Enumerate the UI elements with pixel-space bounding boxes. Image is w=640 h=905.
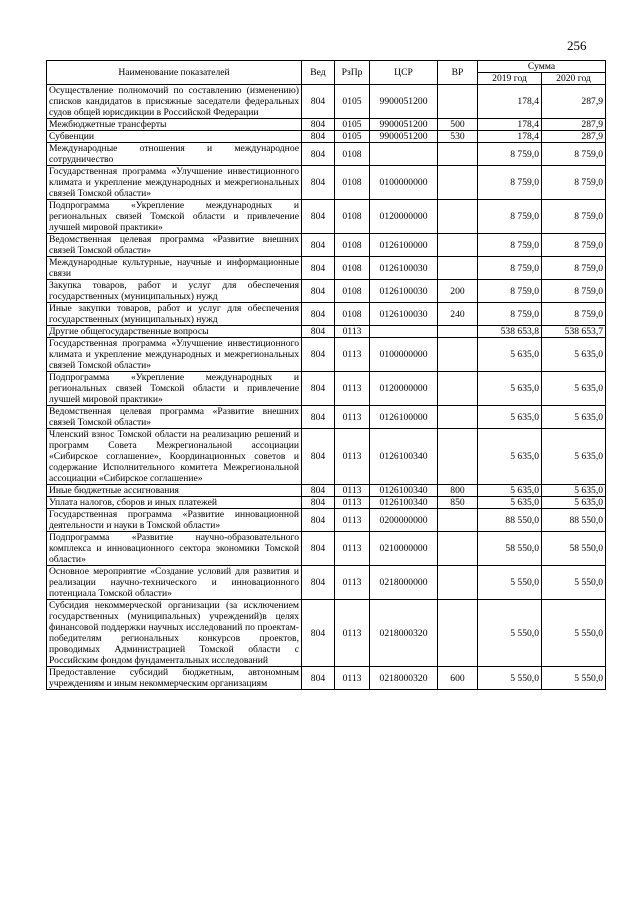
row-ved-cell: 804 [302, 166, 335, 200]
row-name-cell: Подпрограмма «Развитие научно-образовательного комплекса и инновационного сектора экономики Томской области» [47, 532, 302, 566]
table-row [47, 131, 606, 143]
row-name-cell: Государственная программа «Улучшение инвестиционного климата и укрепление международных и межрегиональных связей Томской области» [47, 166, 302, 200]
row-2019-cell: 178,4 [478, 131, 542, 143]
row-csr-cell: 0126100340 [370, 429, 438, 485]
row-vr-cell: 530 [438, 131, 478, 143]
row-2020-cell: 287,9 [542, 119, 606, 131]
header-ved: Вед [302, 61, 335, 85]
table-row [47, 257, 606, 280]
table-row [47, 372, 606, 406]
row-2020-cell: 5 550,0 [542, 667, 606, 690]
row-name-cell: Ведомственная целевая программа «Развитие внешних связей Томской области» [47, 406, 302, 429]
row-vr-cell: 240 [438, 303, 478, 326]
row-vr-cell [438, 566, 478, 600]
row-2020-cell: 5 550,0 [542, 566, 606, 600]
page-number: 256 [567, 38, 587, 53]
row-rzpr-cell: 0108 [335, 200, 370, 234]
row-2019-cell: 8 759,0 [478, 200, 542, 234]
row-name-cell: Подпрограмма «Укрепление международных и региональных связей Томской области и привлечение лучшей мировой практики» [47, 200, 302, 234]
row-2020-cell: 88 550,0 [542, 509, 606, 532]
row-rzpr-cell: 0113 [335, 509, 370, 532]
budget-table [46, 60, 606, 690]
row-rzpr-cell: 0105 [335, 131, 370, 143]
row-rzpr-cell: 0113 [335, 532, 370, 566]
row-ved-cell: 804 [302, 406, 335, 429]
row-2019-cell: 5 635,0 [478, 406, 542, 429]
table-body [47, 85, 606, 690]
row-rzpr-cell: 0108 [335, 166, 370, 200]
row-2020-cell: 5 635,0 [542, 497, 606, 509]
row-rzpr-cell: 0113 [335, 429, 370, 485]
row-rzpr-cell: 0113 [335, 667, 370, 690]
row-2020-cell: 8 759,0 [542, 234, 606, 257]
row-ved-cell: 804 [302, 280, 335, 303]
row-2019-cell: 178,4 [478, 85, 542, 119]
row-csr-cell: 0126100030 [370, 257, 438, 280]
row-rzpr-cell: 0108 [335, 234, 370, 257]
row-vr-cell: 500 [438, 119, 478, 131]
table-row [47, 303, 606, 326]
row-name-cell: Основное мероприятие «Создание условий для развития и реализации научно-технического и инновационного потенциала Томской области» [47, 566, 302, 600]
row-csr-cell [370, 326, 438, 338]
row-2020-cell: 58 550,0 [542, 532, 606, 566]
table-row [47, 600, 606, 667]
row-ved-cell: 804 [302, 131, 335, 143]
row-rzpr-cell: 0113 [335, 326, 370, 338]
table-row [47, 485, 606, 497]
row-ved-cell: 804 [302, 119, 335, 131]
row-csr-cell: 0126100000 [370, 234, 438, 257]
row-name-cell: Осуществление полномочий по составлению (изменению) списков кандидатов в присяжные заседатели федеральных судов общей юрисдикции в Российской Федерации [47, 85, 302, 119]
row-2019-cell: 5 550,0 [478, 566, 542, 600]
row-vr-cell [438, 338, 478, 372]
row-rzpr-cell: 0108 [335, 303, 370, 326]
row-csr-cell: 0120000000 [370, 372, 438, 406]
row-name-cell: Предоставление субсидий бюджетным, автономным учреждениям и иным некоммерческим организациям [47, 667, 302, 690]
row-name-cell: Уплата налогов, сборов и иных платежей [47, 497, 302, 509]
row-vr-cell [438, 200, 478, 234]
row-csr-cell: 9900051200 [370, 119, 438, 131]
row-rzpr-cell: 0113 [335, 497, 370, 509]
row-2020-cell: 5 550,0 [542, 600, 606, 667]
row-rzpr-cell: 0113 [335, 372, 370, 406]
row-2019-cell: 5 635,0 [478, 429, 542, 485]
row-rzpr-cell: 0108 [335, 143, 370, 166]
row-csr-cell [370, 143, 438, 166]
row-rzpr-cell: 0105 [335, 85, 370, 119]
row-rzpr-cell: 0105 [335, 119, 370, 131]
row-2019-cell: 5 635,0 [478, 338, 542, 372]
row-rzpr-cell: 0113 [335, 566, 370, 600]
row-name-cell: Ведомственная целевая программа «Развитие внешних связей Томской области» [47, 234, 302, 257]
row-2019-cell: 5 635,0 [478, 372, 542, 406]
row-vr-cell [438, 166, 478, 200]
row-2019-cell: 5 550,0 [478, 667, 542, 690]
row-name-cell: Субсидия некоммерческой организации (за исключением государственных (муниципальных) учреждений)в целях финансовой поддержки научных исследований по проектам-победителям региональных конкурсов проектов, проводимых Администрацией Томской области с Российским фондом фундаментальных исследований [47, 600, 302, 667]
row-2020-cell: 8 759,0 [542, 280, 606, 303]
table-row [47, 566, 606, 600]
row-vr-cell [438, 257, 478, 280]
row-csr-cell: 0218000000 [370, 566, 438, 600]
row-name-cell: Субвенции [47, 131, 302, 143]
row-ved-cell: 804 [302, 429, 335, 485]
row-2020-cell: 8 759,0 [542, 143, 606, 166]
row-ved-cell: 804 [302, 667, 335, 690]
row-vr-cell: 800 [438, 485, 478, 497]
row-rzpr-cell: 0108 [335, 257, 370, 280]
row-ved-cell: 804 [302, 566, 335, 600]
row-ved-cell: 804 [302, 509, 335, 532]
row-2019-cell: 8 759,0 [478, 234, 542, 257]
table-row [47, 85, 606, 119]
table-row [47, 143, 606, 166]
row-csr-cell: 0126100030 [370, 280, 438, 303]
table-row [47, 667, 606, 690]
row-2020-cell: 287,9 [542, 131, 606, 143]
row-name-cell: Государственная программа «Улучшение инвестиционного климата и укрепление международных и межрегиональных связей Томской области» [47, 338, 302, 372]
row-name-cell: Межбюджетные трансферты [47, 119, 302, 131]
row-csr-cell: 9900051200 [370, 131, 438, 143]
row-vr-cell [438, 143, 478, 166]
row-2020-cell: 5 635,0 [542, 406, 606, 429]
row-vr-cell: 600 [438, 667, 478, 690]
table-row [47, 119, 606, 131]
row-ved-cell: 804 [302, 143, 335, 166]
row-ved-cell: 804 [302, 85, 335, 119]
row-2019-cell: 5 550,0 [478, 600, 542, 667]
row-vr-cell [438, 326, 478, 338]
row-name-cell: Иные закупки товаров, работ и услуг для обеспечения государственных (муниципальных) нужд [47, 303, 302, 326]
row-rzpr-cell: 0108 [335, 280, 370, 303]
row-vr-cell [438, 509, 478, 532]
row-vr-cell: 850 [438, 497, 478, 509]
row-2020-cell: 5 635,0 [542, 372, 606, 406]
row-csr-cell: 0218000320 [370, 600, 438, 667]
row-ved-cell: 804 [302, 532, 335, 566]
table-row [47, 200, 606, 234]
row-name-cell: Закупка товаров, работ и услуг для обеспечения государственных (муниципальных) нужд [47, 280, 302, 303]
row-csr-cell: 0218000320 [370, 667, 438, 690]
table-row [47, 166, 606, 200]
row-2019-cell: 58 550,0 [478, 532, 542, 566]
row-vr-cell [438, 234, 478, 257]
row-2019-cell: 178,4 [478, 119, 542, 131]
row-name-cell: Подпрограмма «Укрепление международных и региональных связей Томской области и привлечение лучшей мировой практики» [47, 372, 302, 406]
row-2020-cell: 8 759,0 [542, 166, 606, 200]
row-ved-cell: 804 [302, 257, 335, 280]
row-2019-cell: 8 759,0 [478, 280, 542, 303]
row-2020-cell: 287,9 [542, 85, 606, 119]
header-name: Наименование показателей [47, 61, 302, 85]
table-row [47, 429, 606, 485]
header-year-2019: 2019 год [478, 73, 542, 85]
row-ved-cell: 804 [302, 326, 335, 338]
row-ved-cell: 804 [302, 303, 335, 326]
row-name-cell: Членский взнос Томской области на реализацию решений и программ Совета Межрегиональной ассоциации «Сибирское соглашение», Координационных советов и содержание Исполнительного комитета Межрегиональной ассоциации «Сибирское соглашение» [47, 429, 302, 485]
row-ved-cell: 804 [302, 485, 335, 497]
header-vr: ВР [438, 61, 478, 85]
row-csr-cell: 0126100340 [370, 485, 438, 497]
row-csr-cell: 0120000000 [370, 200, 438, 234]
row-name-cell: Международные отношения и международное сотрудничество [47, 143, 302, 166]
row-rzpr-cell: 0113 [335, 485, 370, 497]
header-sum: Сумма [478, 61, 606, 73]
row-2020-cell: 5 635,0 [542, 485, 606, 497]
row-vr-cell [438, 600, 478, 667]
table-row [47, 338, 606, 372]
row-2019-cell: 88 550,0 [478, 509, 542, 532]
header-csr: ЦСР [370, 61, 438, 85]
row-vr-cell: 200 [438, 280, 478, 303]
row-ved-cell: 804 [302, 372, 335, 406]
row-vr-cell [438, 429, 478, 485]
row-2019-cell: 5 635,0 [478, 497, 542, 509]
header-year-2020: 2020 год [542, 73, 606, 85]
table-row [47, 234, 606, 257]
table-row [47, 406, 606, 429]
row-2020-cell: 538 653,7 [542, 326, 606, 338]
row-2020-cell: 8 759,0 [542, 257, 606, 280]
row-name-cell: Иные бюджетные ассигнования [47, 485, 302, 497]
row-name-cell: Государственная программа «Развитие инновационной деятельности и науки в Томской области» [47, 509, 302, 532]
row-name-cell: Международные культурные, научные и информационные связи [47, 257, 302, 280]
table-row [47, 532, 606, 566]
row-2019-cell: 8 759,0 [478, 143, 542, 166]
header-rzpr: РзПр [335, 61, 370, 85]
row-ved-cell: 804 [302, 338, 335, 372]
row-csr-cell: 0100000000 [370, 166, 438, 200]
row-ved-cell: 804 [302, 234, 335, 257]
row-csr-cell: 0126100340 [370, 497, 438, 509]
row-2020-cell: 5 635,0 [542, 429, 606, 485]
row-ved-cell: 804 [302, 600, 335, 667]
row-vr-cell [438, 532, 478, 566]
row-vr-cell [438, 85, 478, 119]
row-csr-cell: 0100000000 [370, 338, 438, 372]
row-ved-cell: 804 [302, 497, 335, 509]
row-csr-cell: 0126100000 [370, 406, 438, 429]
row-2020-cell: 8 759,0 [542, 303, 606, 326]
row-2019-cell: 8 759,0 [478, 303, 542, 326]
row-vr-cell [438, 372, 478, 406]
table-row [47, 280, 606, 303]
row-name-cell: Другие общегосударственные вопросы [47, 326, 302, 338]
row-2020-cell: 8 759,0 [542, 200, 606, 234]
row-vr-cell [438, 406, 478, 429]
row-ved-cell: 804 [302, 200, 335, 234]
table-row [47, 326, 606, 338]
row-2019-cell: 8 759,0 [478, 166, 542, 200]
row-csr-cell: 0210000000 [370, 532, 438, 566]
row-csr-cell: 0200000000 [370, 509, 438, 532]
table-row [47, 509, 606, 532]
row-2019-cell: 5 635,0 [478, 485, 542, 497]
row-2019-cell: 8 759,0 [478, 257, 542, 280]
row-rzpr-cell: 0113 [335, 338, 370, 372]
row-rzpr-cell: 0113 [335, 600, 370, 667]
row-2020-cell: 5 635,0 [542, 338, 606, 372]
row-csr-cell: 9900051200 [370, 85, 438, 119]
row-rzpr-cell: 0113 [335, 406, 370, 429]
row-2019-cell: 538 653,8 [478, 326, 542, 338]
row-csr-cell: 0126100030 [370, 303, 438, 326]
table-row [47, 497, 606, 509]
